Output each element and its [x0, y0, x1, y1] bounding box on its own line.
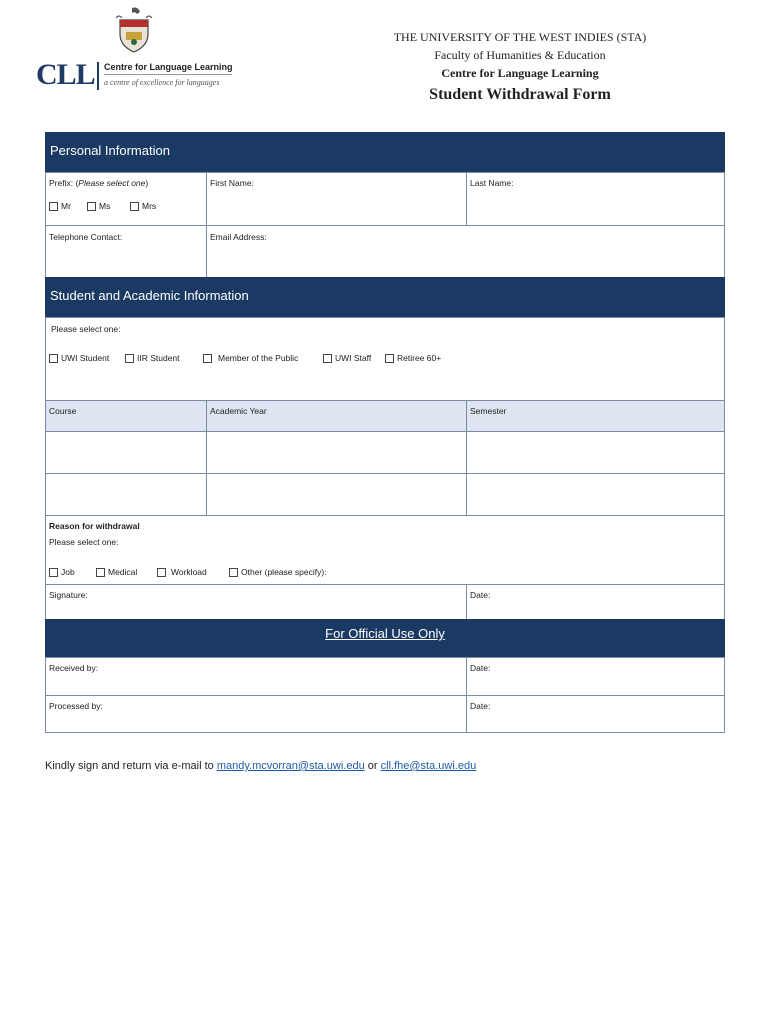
checkbox-icon [157, 568, 166, 577]
semester-input-1[interactable] [466, 431, 725, 474]
prefix-label: Prefix: (Please select one) [49, 178, 149, 188]
received-date-field[interactable] [466, 657, 725, 696]
processed-by-field[interactable] [45, 695, 467, 733]
checkbox-icon [323, 354, 332, 363]
retiree-checkbox[interactable]: Retiree 60+ [385, 353, 441, 363]
telephone-field[interactable] [45, 225, 207, 278]
processed-date-field[interactable] [466, 695, 725, 733]
faculty-name: Faculty of Humanities & Education [434, 48, 606, 62]
uwi-student-checkbox[interactable]: UWI Student [49, 353, 109, 363]
centre-name: Centre for Language Learning [441, 66, 599, 80]
reason-medical-checkbox[interactable]: Medical [96, 567, 137, 577]
academic-year-column-header: Academic Year [206, 400, 467, 432]
reason-select-prompt: Please select one: [49, 537, 119, 547]
iir-student-checkbox[interactable]: IIR Student [125, 353, 180, 363]
course-input-1[interactable] [45, 431, 207, 474]
reason-other-checkbox[interactable]: Other (please specify): [229, 567, 327, 577]
logo-rule [104, 74, 232, 75]
checkbox-icon [229, 568, 238, 577]
logo-tagline: a centre of excellence for languages [104, 78, 220, 87]
semester-input-2[interactable] [466, 473, 725, 516]
checkbox-icon [385, 354, 394, 363]
email-link-cll[interactable]: cll.fhe@sta.uwi.edu [380, 760, 477, 772]
return-instructions: Kindly sign and return via e-mail to mandy.mcvorran@sta.uwi.edu or cll.fhe@sta.uwi.edu [45, 760, 477, 772]
last-name-label: Last Name: [470, 178, 514, 188]
email-field[interactable] [206, 225, 725, 278]
email-link-mandy[interactable]: mandy.mcvorran@sta.uwi.edu [216, 760, 365, 772]
checkbox-icon [96, 568, 105, 577]
logo-centre-name: Centre for Language Learning [104, 62, 233, 72]
telephone-label: Telephone Contact: [49, 232, 123, 242]
academic-information-heading: Student and Academic Information [50, 288, 249, 303]
university-crest-icon [114, 6, 154, 56]
checkbox-icon [87, 202, 96, 211]
course-input-2[interactable] [45, 473, 207, 516]
reason-workload-checkbox[interactable]: Workload [157, 567, 207, 577]
official-use-header [45, 619, 725, 658]
personal-information-header [45, 132, 725, 172]
signature-date-label: Date: [470, 590, 491, 600]
student-status-cell [45, 317, 725, 401]
first-name-label: First Name: [210, 178, 254, 188]
email-label: Email Address: [210, 232, 267, 242]
official-use-heading: For Official Use Only [325, 626, 445, 641]
member-of-public-checkbox[interactable]: Member of the Public [203, 353, 298, 363]
form-title: Student Withdrawal Form [429, 86, 611, 103]
processed-by-label: Processed by: [49, 701, 103, 711]
reason-cell [45, 515, 725, 585]
prefix-cell [45, 172, 207, 226]
signature-date-field[interactable] [466, 584, 725, 620]
reason-job-checkbox[interactable]: Job [49, 567, 75, 577]
cll-logo-mark: CLL [36, 58, 95, 91]
checkbox-icon [49, 202, 58, 211]
course-column-header: Course [45, 400, 207, 432]
checkbox-icon [130, 202, 139, 211]
checkbox-icon [125, 354, 134, 363]
prefix-ms-checkbox[interactable]: Ms [87, 201, 110, 211]
uwi-staff-checkbox[interactable]: UWI Staff [323, 353, 371, 363]
processed-date-label: Date: [470, 701, 491, 711]
academic-year-input-2[interactable] [206, 473, 467, 516]
status-select-prompt: Please select one: [51, 324, 121, 334]
semester-column-header: Semester [466, 400, 725, 432]
prefix-mr-checkbox[interactable]: Mr [49, 201, 71, 211]
received-by-label: Received by: [49, 663, 99, 673]
personal-information-heading: Personal Information [50, 143, 170, 158]
last-name-field[interactable] [466, 172, 725, 226]
university-name: THE UNIVERSITY OF THE WEST INDIES (STA) [393, 30, 647, 44]
checkbox-icon [49, 568, 58, 577]
first-name-field[interactable] [206, 172, 467, 226]
received-by-field[interactable] [45, 657, 467, 696]
checkbox-icon [49, 354, 58, 363]
academic-year-input-1[interactable] [206, 431, 467, 474]
signature-field[interactable] [45, 584, 467, 620]
signature-label: Signature: [49, 590, 88, 600]
reason-heading: Reason for withdrawal [49, 521, 140, 531]
checkbox-icon [203, 354, 212, 363]
logo-divider [97, 62, 99, 90]
received-date-label: Date: [470, 663, 491, 673]
prefix-mrs-checkbox[interactable]: Mrs [130, 201, 156, 211]
academic-information-header [45, 277, 725, 317]
